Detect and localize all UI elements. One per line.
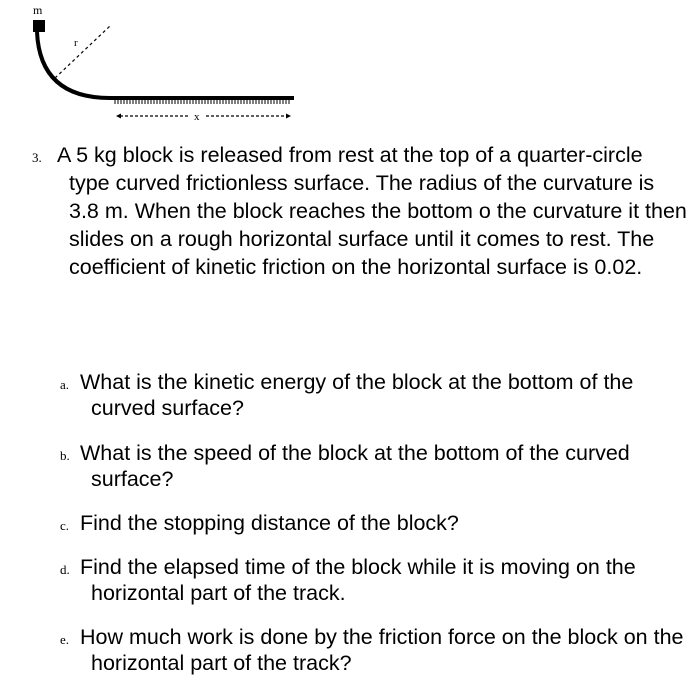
question-label: c. xyxy=(60,518,70,533)
radius-dashed-line xyxy=(55,26,110,78)
question-text: How much work is done by the friction force on the block on the horizontal part of the track? xyxy=(80,625,684,675)
question-label: a. xyxy=(60,377,70,392)
arrowhead-left-icon xyxy=(116,114,121,119)
question-label: e. xyxy=(60,632,70,647)
physics-diagram xyxy=(0,0,320,125)
arrowhead-right-icon xyxy=(286,114,291,119)
rough-surface-hatching xyxy=(115,100,289,104)
question-text: Find the stopping distance of the block? xyxy=(80,511,459,535)
question-label: b. xyxy=(60,448,70,463)
question-b xyxy=(60,440,690,492)
problem-text: A 5 kg block is released from rest at the top of a quarter-circle type curved frictionless surface. The radius of the curvature is 3.8 m. When the block reaches the bottom o the curvature it then slides on a rough horizontal surface until it comes to rest. The coefficient of kinetic friction on the horizontal surface is 0.02. xyxy=(57,143,687,279)
distance-label: x xyxy=(194,111,200,123)
question-d xyxy=(60,554,690,606)
question-c xyxy=(60,510,690,536)
question-e xyxy=(60,624,690,676)
question-text: What is the speed of the block at the bottom of the curved surface? xyxy=(80,441,630,491)
radius-label: r xyxy=(74,37,78,49)
block-mass xyxy=(33,20,45,32)
question-a xyxy=(60,369,690,421)
problem-number: 3. xyxy=(32,150,42,165)
question-text: Find the elapsed time of the block while it is moving on the horizontal part of the track. xyxy=(80,555,636,605)
problem-statement xyxy=(32,141,687,281)
question-label: d. xyxy=(60,562,70,577)
mass-label: m xyxy=(33,3,43,17)
question-text: What is the kinetic energy of the block at the bottom of the curved surface? xyxy=(80,370,634,420)
